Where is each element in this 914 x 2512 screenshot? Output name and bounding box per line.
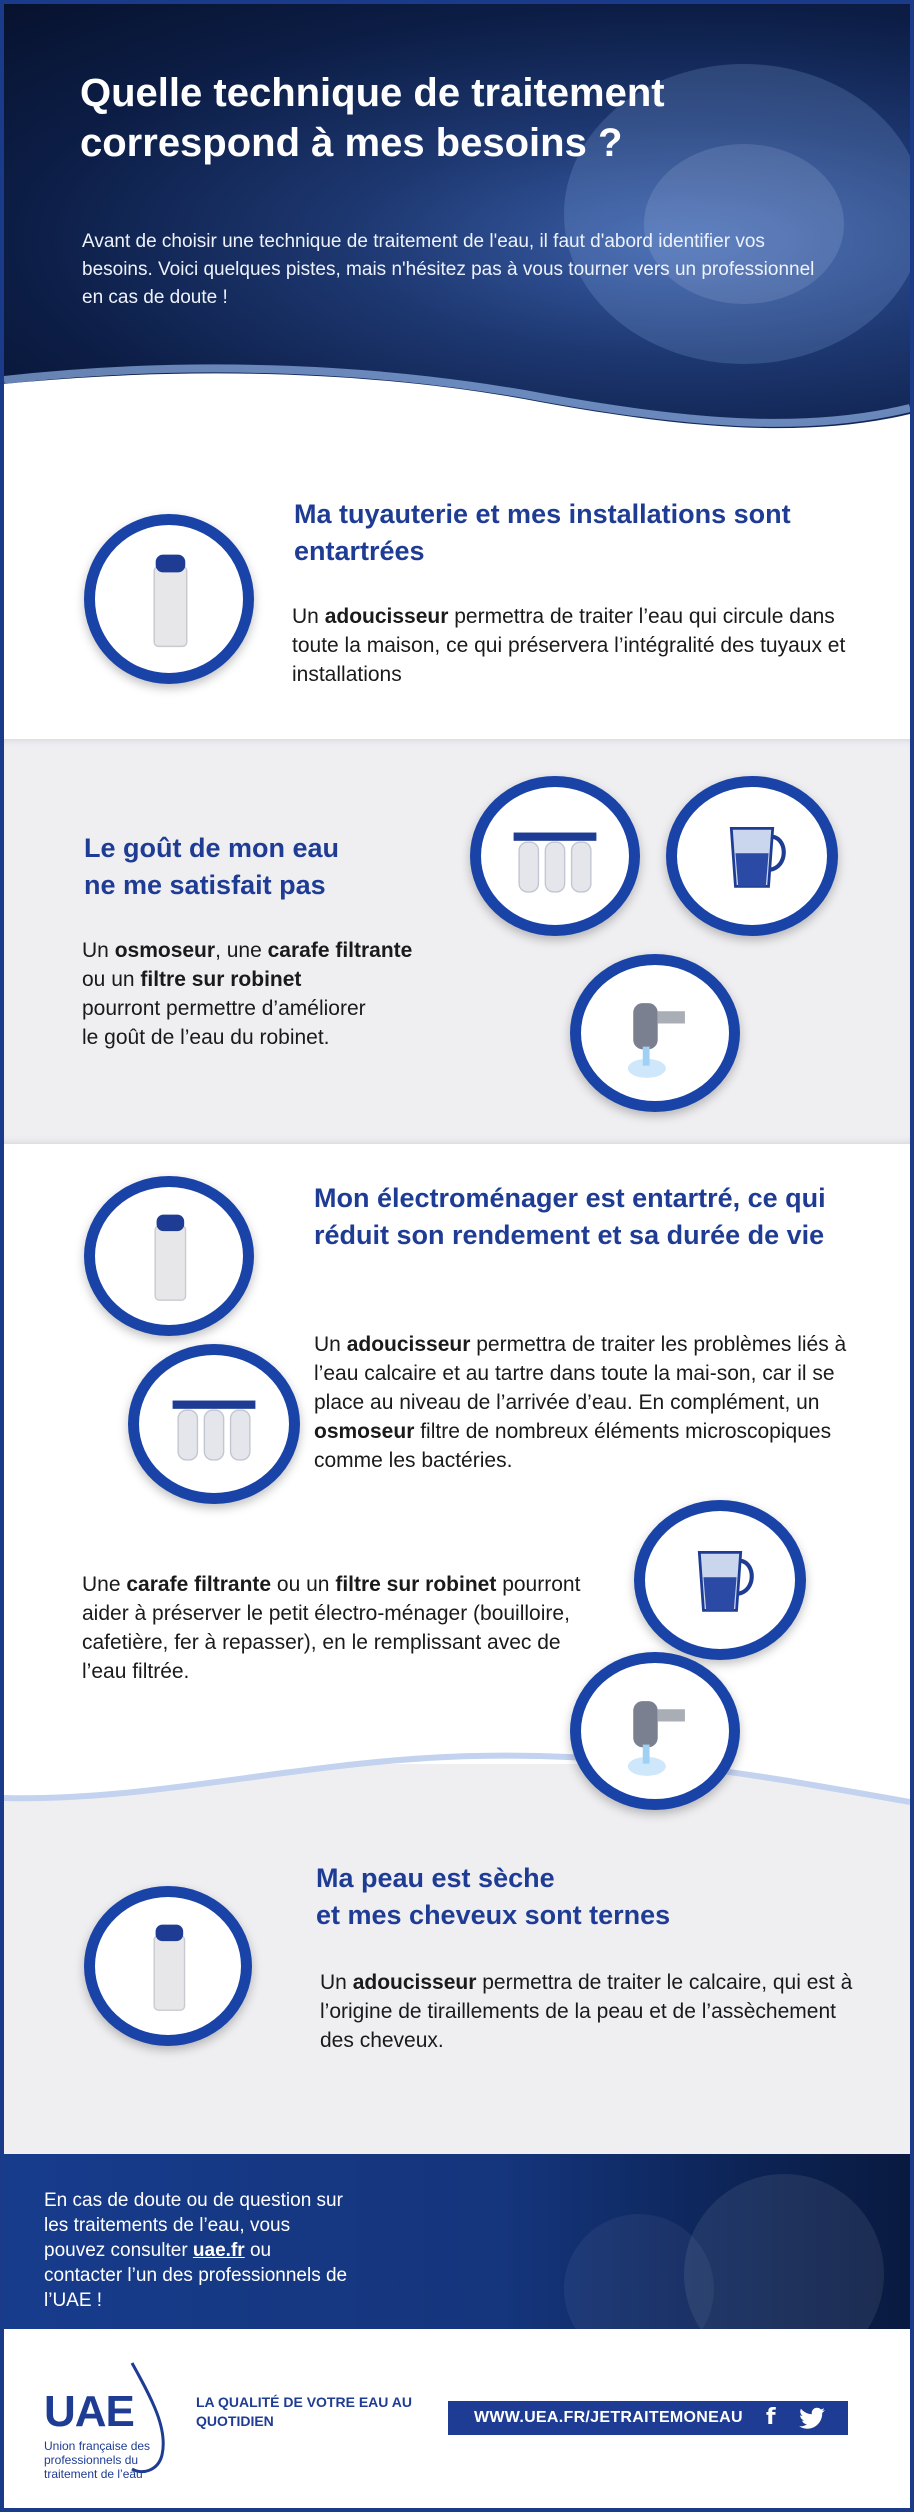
- reverse-osmosis-icon-2: [128, 1344, 300, 1504]
- filter-jug-icon-2: [634, 1500, 806, 1660]
- water-softener-icon-3: [84, 1886, 252, 2046]
- twitter-icon[interactable]: [798, 2406, 826, 2430]
- section4-text: Un adoucisseur permettra de traiter le calcaire, qui est à l’origine de tiraillements de la peau et de l’assèchement des cheveux.: [320, 1971, 853, 2052]
- footer: [4, 2329, 910, 2512]
- faucet-filter-icon: [570, 954, 740, 1112]
- uae-logo: UAE: [44, 2387, 134, 2436]
- tagline: LA QUALITÉ DE VOTRE EAU AU QUOTIDIEN: [196, 2394, 412, 2429]
- section2-text: Un osmoseur, une carafe filtrante ou un filtre sur robinet pourront permettre d’améliorer le goût de l’eau du robinet.: [82, 939, 413, 1049]
- section2-title: Le goût de mon eau ne me satisfait pas: [84, 833, 340, 900]
- water-softener-icon: [84, 514, 254, 684]
- contact-text: En cas de doute ou de question sur les traitements de l’eau, vous pouvez consulter uae.fr ou contacter l’un des professionnels de l’UAE !: [44, 2190, 348, 2311]
- uae-link[interactable]: uae.fr: [192, 2240, 245, 2261]
- section3-title: Mon électroménager est entartré, ce qui réduit son rendement et sa durée de vie: [314, 1183, 826, 1250]
- agent-silhouette-2: [564, 2214, 714, 2329]
- water-softener-icon-2: [84, 1176, 254, 1336]
- section-wave: [4, 1734, 910, 1844]
- uae-logo-subtitle: Union française des professionnels du traitement de l’eau: [44, 2439, 151, 2481]
- faucet-filter-icon-2: [570, 1652, 740, 1810]
- agent-silhouette: [684, 2174, 884, 2329]
- section4-title: Ma peau est sèche et mes cheveux sont ternes: [316, 1863, 671, 1930]
- section3-text-2: Une carafe filtrante ou un filtre sur robinet pourront aider à préserver le petit électro-ménager (bouilloire, cafetière, fer à repasser), en le remplissant avec de l’eau filtrée.: [82, 1573, 581, 1683]
- section3-text-1: Un adoucisseur permettra de traiter les problèmes liés à l’eau calcaire et au tartre dans toute la mai-son, car il se place au niveau de l’arrivée d’eau. En complément, un osmoseur filtre de nombreux éléments microscopiques comme les bactéries.: [314, 1333, 847, 1472]
- contact-banner: [4, 2154, 910, 2329]
- filter-jug-icon: [666, 776, 838, 936]
- campaign-url[interactable]: WWW.UEA.FR/JETRAITEMONEAU: [474, 2409, 743, 2426]
- section1-text: Un adoucisseur permettra de traiter l’eau qui circule dans toute la maison, ce qui préservera l’intégralité des tuyaux et installations: [292, 605, 846, 686]
- page-title: Quelle technique de traitement correspond à mes besoins ?: [80, 71, 665, 165]
- facebook-icon[interactable]: f: [766, 2405, 776, 2430]
- url-bar[interactable]: [448, 2401, 848, 2435]
- section1-title: Ma tuyauterie et mes installations sont entartrées: [294, 499, 791, 566]
- intro-text: Avant de choisir une technique de traitement de l'eau, il faut d'abord identifier vos besoins. Voici quelques pistes, mais n'hésitez pas à vous tourner vers un professionnel en cas de doute !: [82, 231, 815, 308]
- reverse-osmosis-icon: [470, 776, 640, 936]
